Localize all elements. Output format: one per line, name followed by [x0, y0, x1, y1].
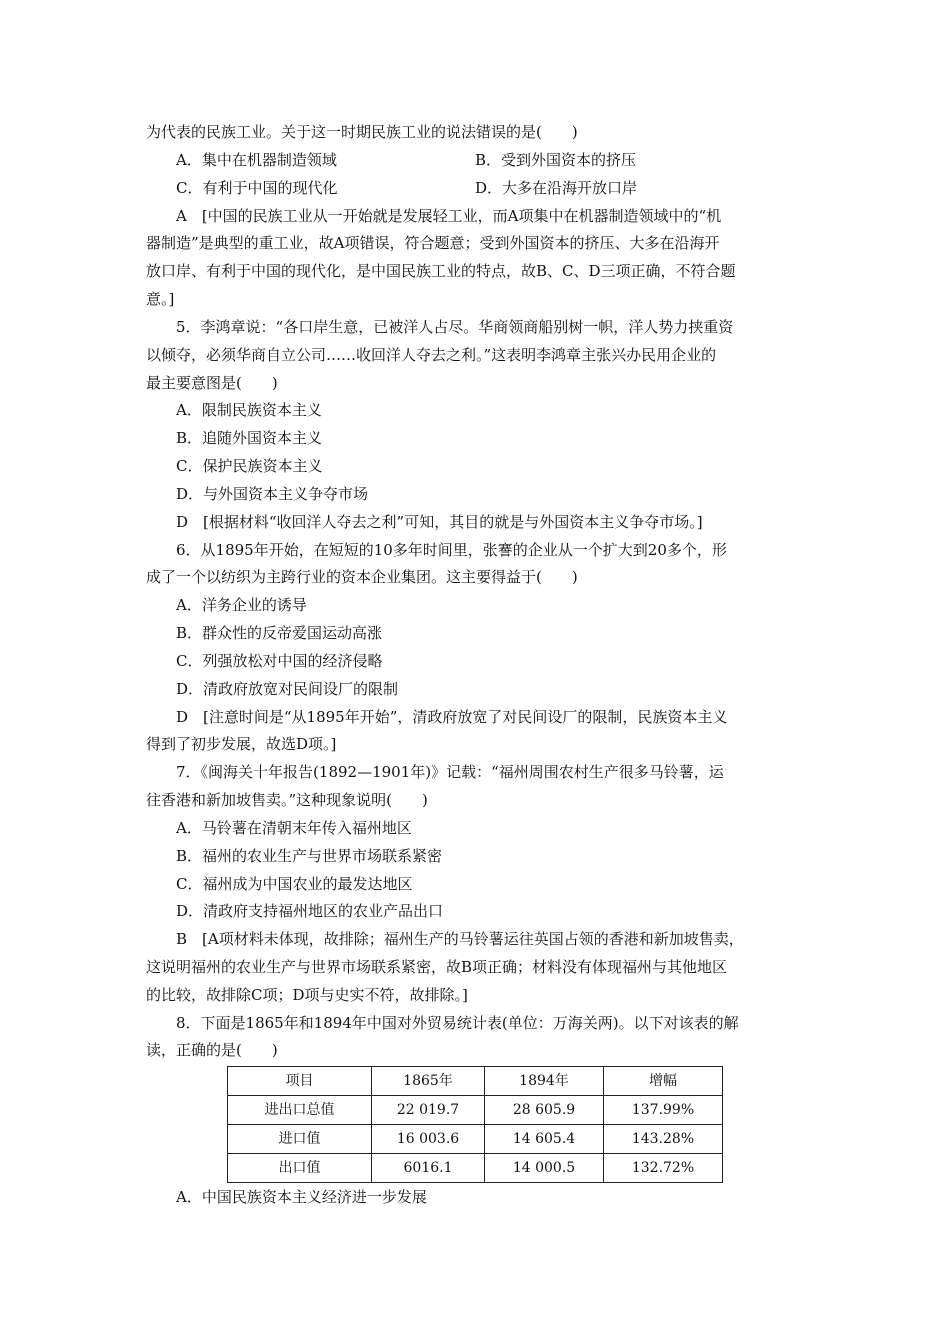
q7-answer-line: B [A项材料未体现，故排除；福州生产的马铃薯运往英国占领的香港和新加坡售卖， [176, 930, 744, 948]
table-header-cell: 1865年 [372, 1067, 485, 1096]
table-cell: 132.72% [604, 1154, 723, 1183]
q6-stem-line: 成了一个以纺织为主跨行业的资本企业集团。这主要得益于( ) [146, 568, 578, 586]
table-cell: 137.99% [604, 1096, 723, 1125]
table-cell: 16 003.6 [372, 1125, 485, 1154]
q5-option-c: C．保护民族资本主义 [176, 457, 323, 475]
q6-option-c: C．列强放松对中国的经济侵略 [176, 652, 383, 670]
table-cell: 14 605.4 [485, 1125, 604, 1154]
q7-stem-line: 往香港和新加坡售卖。”这种现象说明( ) [146, 791, 428, 809]
table-cell: 22 019.7 [372, 1096, 485, 1125]
q5-answer-line: D [根据材料“收回洋人夺去之利”可知，其目的就是与外国资本主义争夺市场。] [176, 513, 703, 531]
q4-option-d: D．大多在沿海开放口岸 [475, 179, 638, 197]
table-cell: 14 000.5 [485, 1154, 604, 1183]
q4-option-c: C．有利于中国的现代化 [176, 179, 338, 197]
trade-statistics-table [227, 1066, 723, 1183]
q7-answer-line: 这说明福州的农业生产与世界市场联系紧密，故B项正确；材料没有体现福州与其他地区 [146, 958, 728, 976]
question-4-stem-tail: 为代表的民族工业。关于这一时期民族工业的说法错误的是( ) [146, 123, 578, 141]
q5-stem-line: 5．李鸿章说：“各口岸生意，已被洋人占尽。华商领商船别树一帜，洋人势力挟重资 [176, 318, 734, 336]
q8-option-a: A．中国民族资本主义经济进一步发展 [176, 1188, 427, 1206]
q5-option-d: D．与外国资本主义争夺市场 [176, 485, 369, 503]
q7-option-a: A．马铃薯在清朝末年传入福州地区 [176, 819, 412, 837]
table-header-cell: 1894年 [485, 1067, 604, 1096]
q7-option-c: C．福州成为中国农业的最发达地区 [176, 875, 413, 893]
q4-answer-line: 放口岸、有利于中国的现代化，是中国民族工业的特点，故B、C、D三项正确，不符合题 [146, 262, 736, 280]
q5-stem-line: 最主要意图是( ) [146, 374, 278, 392]
table-cell: 进口值 [228, 1125, 372, 1154]
q4-answer-line: 器制造”是典型的重工业，故A项错误，符合题意；受到外国资本的挤压、大多在沿海开 [146, 234, 720, 252]
q5-option-b: B．追随外国资本主义 [176, 429, 323, 447]
q4-answer-line: A [中国的民族工业从一开始就是发展轻工业，而A项集中在机器制造领域中的“机 [176, 207, 722, 225]
q8-stem-line: 读，正确的是( ) [146, 1041, 278, 1059]
table-cell: 进出口总值 [228, 1096, 372, 1125]
q6-answer-line: D [注意时间是“从1895年开始”，清政府放宽了对民间设厂的限制，民族资本主义 [176, 708, 728, 726]
q6-option-d: D．清政府放宽对民间设厂的限制 [176, 680, 399, 698]
q7-stem-line: 7．《闽海关十年报告(1892—1901年)》记载：“福州周围农村生产很多马铃薯，运 [176, 763, 724, 781]
q4-option-b: B．受到外国资本的挤压 [475, 151, 637, 169]
q7-answer-line: 的比较，故排除C项；D项与史实不符，故排除。] [146, 986, 468, 1004]
q6-option-b: B．群众性的反帝爱国运动高涨 [176, 624, 383, 642]
q6-option-a: A．洋务企业的诱导 [176, 596, 307, 614]
table-cell: 143.28% [604, 1125, 723, 1154]
q8-stem-line: 8．下面是1865年和1894年中国对外贸易统计表(单位：万海关两)。以下对该表的解 [176, 1014, 739, 1032]
table-row [228, 1154, 723, 1183]
table-cell: 6016.1 [372, 1154, 485, 1183]
table-row [228, 1125, 723, 1154]
q4-option-a: A．集中在机器制造领域 [176, 151, 337, 169]
table-cell: 28 605.9 [485, 1096, 604, 1125]
q5-option-a: A．限制民族资本主义 [176, 401, 322, 419]
table-header-cell: 增幅 [604, 1067, 723, 1096]
q4-answer-line: 意。] [146, 290, 175, 308]
q6-answer-line: 得到了初步发展，故选D项。] [146, 735, 337, 753]
table-header-cell: 项目 [228, 1067, 372, 1096]
q5-stem-line: 以倾夺，必须华商自立公司……收回洋人夺去之利。”这表明李鸿章主张兴办民用企业的 [146, 346, 717, 364]
table-cell: 出口值 [228, 1154, 372, 1183]
q7-option-b: B．福州的农业生产与世界市场联系紧密 [176, 847, 443, 865]
q7-option-d: D．清政府支持福州地区的农业产品出口 [176, 902, 444, 920]
table-header-row [228, 1067, 723, 1096]
q6-stem-line: 6．从1895年开始，在短短的10多年时间里，张謇的企业从一个扩大到20多个，形 [176, 541, 727, 559]
table-row [228, 1096, 723, 1125]
